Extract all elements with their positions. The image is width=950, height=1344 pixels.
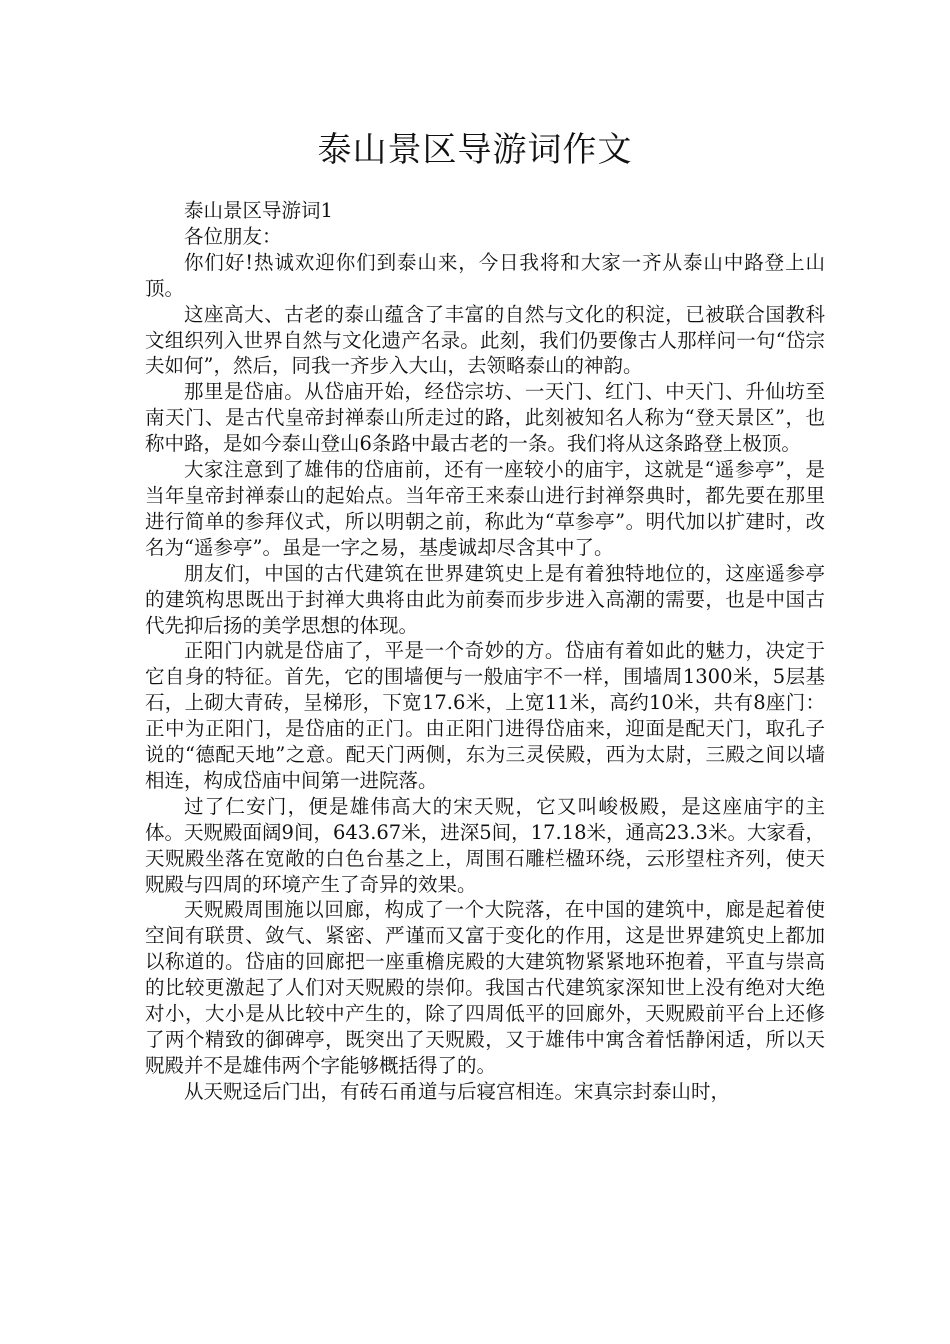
paragraph: 朋友们，中国的古代建筑在世界建筑史上是有着独特地位的，这座遥参亭的建筑构思既出于封禅大典将由此为前奏而步步进入高潮的需要，也是中国古代先抑后扬的美学思想的体现。 (145, 561, 825, 637)
paragraph: 天贶殿周围施以回廊，构成了一个大院落，在中国的建筑中，廊是起着使空间有联贯、敛气、紧密、严谨而又富于变化的作用，这是世界建筑史上都加以称道的。岱庙的回廊把一座重檐庑殿的大建筑物紧紧地环抱着，平直与崇高的比较更激起了人们对天贶殿的崇仰。我国古代建筑家深知世上没有绝对大绝对小，大小是从比较中产生的，除了四周低平的回廊外，天贶殿前平台上还修了两个精致的御碑亭，既突出了天贶殿，又于雄伟中寓含着恬静闲适，所以天贶殿并不是雄伟两个字能够概括得了的。 (145, 898, 825, 1077)
paragraph: 大家注意到了雄伟的岱庙前，还有一座较小的庙宇，这就是“遥参亭”，是当年皇帝封禅泰山的起始点。当年帝王来泰山进行封禅祭典时，都先要在那里进行简单的参拜仪式，所以明朝之前，称此为“草参亭”。明代加以扩建时，改名为“遥参亭”。虽是一字之易，基虔诚却尽含其中了。 (145, 458, 825, 559)
document-body (145, 198, 825, 1105)
paragraph-greeting: 各位朋友： (184, 224, 282, 248)
paragraph: 正阳门内就是岱庙了，平是一个奇妙的方。岱庙有着如此的魅力，决定于它自身的特征。首先，它的围墙便与一般庙宇不一样，围墙周1300米，5层基石，上砌大青砖，呈梯形，下宽17.6米，上宽11米，高约10米，共有8座门：正中为正阳门，是岱庙的正门。由正阳门进得岱庙来，迎面是配天门，取孔子说的“德配天地”之意。配天门两侧，东为三灵侯殿，西为太尉，三殿之间以墙相连，构成岱庙中间第一进院落。 (145, 639, 825, 792)
paragraph: 从天贶迳后门出，有砖石甬道与后寝宫相连。宋真宗封泰山时， (184, 1079, 731, 1103)
paragraph: 你们好!热诚欢迎你们到泰山来，今日我将和大家一齐从泰山中路登上山顶。 (145, 250, 825, 300)
paragraph-heading: 泰山景区导游词1 (184, 199, 333, 222)
paragraph: 这座高大、古老的泰山蕴含了丰富的自然与文化的积淀，已被联合国教科文组织列入世界自然与文化遗产名录。此刻，我们仍要像古人那样问一句“岱宗夫如何”，然后，同我一齐步入大山，去领略泰山的神韵。 (145, 302, 825, 378)
document-title: 泰山景区导游词作文 (317, 130, 633, 170)
paragraph: 过了仁安门，便是雄伟高大的宋天贶，它又叫峻极殿，是这座庙宇的主体。天贶殿面阔9间，643.67米，进深5间，17.18米，通高23.3米。大家看，天贶殿坐落在宽敞的白色台基之上，周围石雕栏楹环绕，云形望柱齐列，使天贶殿与四周的环境产生了奇异的效果。 (145, 794, 825, 896)
paragraph: 那里是岱庙。从岱庙开始，经岱宗坊、一天门、红门、中天门、升仙坊至南天门、是古代皇帝封禅泰山所走过的路，此刻被知名人称为“登天景区”，也称中路，是如今泰山登山6条路中最古老的一条。我们将从这条路登上极顶。 (145, 380, 825, 456)
